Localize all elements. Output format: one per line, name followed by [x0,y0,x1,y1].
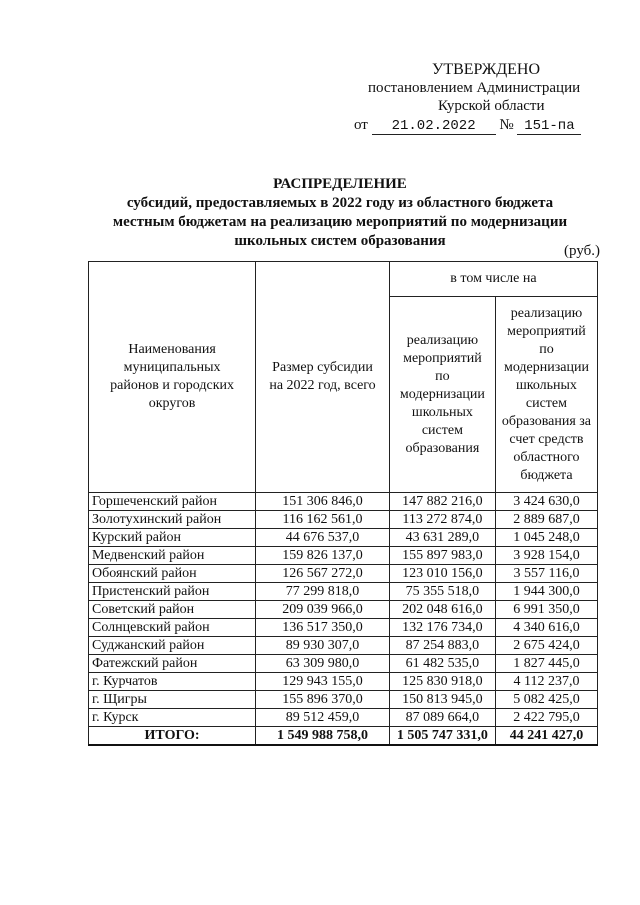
row-col2: 4 340 616,0 [495,619,597,637]
row-col2: 3 557 116,0 [495,565,597,583]
row-name: Горшеченский район [89,493,256,511]
row-name: Медвенский район [89,547,256,565]
row-col1: 123 010 156,0 [389,565,495,583]
unit-label: (руб.) [564,243,600,259]
row-col1: 132 176 734,0 [389,619,495,637]
total-row [89,727,598,746]
subsidy-table [88,261,598,746]
total-col2: 44 241 427,0 [495,727,597,746]
row-total: 44 676 537,0 [256,529,390,547]
document-title [60,175,620,251]
row-col1: 155 897 983,0 [389,547,495,565]
row-col1: 150 813 945,0 [389,691,495,709]
row-total: 89 930 307,0 [256,637,390,655]
row-col2: 2 675 424,0 [495,637,597,655]
title-line-2: местным бюджетам на реализацию мероприятий по модернизации [112,214,568,230]
row-total: 126 567 272,0 [256,565,390,583]
row-total: 77 299 818,0 [256,583,390,601]
table-row [89,511,598,529]
row-name: Советский район [89,601,256,619]
row-name: Фатежский район [89,655,256,673]
row-name: Обоянский район [89,565,256,583]
row-col1: 113 272 874,0 [389,511,495,529]
table-row [89,619,598,637]
row-col2: 1 827 445,0 [495,655,597,673]
table-row [89,529,598,547]
row-name: Золотухинский район [89,511,256,529]
row-col1: 202 048 616,0 [389,601,495,619]
total-label: ИТОГО: [89,727,256,746]
row-col2: 3 424 630,0 [495,493,597,511]
table-row [89,547,598,565]
row-total: 159 826 137,0 [256,547,390,565]
row-col1: 147 882 216,0 [389,493,495,511]
header-sub-2: реализацию мероприятий по модернизации школьных систем образования за счет средств областного бюджета [495,297,597,493]
row-total: 116 162 561,0 [256,511,390,529]
row-col1: 75 355 518,0 [389,583,495,601]
row-total: 209 039 966,0 [256,601,390,619]
row-col2: 1 944 300,0 [495,583,597,601]
header-including: в том числе на [389,262,597,297]
approval-region: Курской области [438,98,545,114]
row-col1: 43 631 289,0 [389,529,495,547]
header-sub-1: реализацию мероприятий по модернизации школьных систем образования [389,297,495,493]
row-col1: 87 089 664,0 [389,709,495,727]
row-col2: 1 045 248,0 [495,529,597,547]
row-col1: 87 254 883,0 [389,637,495,655]
row-name: г. Курчатов [89,673,256,691]
row-name: Курский район [89,529,256,547]
row-col2: 2 889 687,0 [495,511,597,529]
table-row [89,637,598,655]
table-row [89,565,598,583]
date-prefix: от [354,117,368,133]
approval-authority: постановлением Администрации [368,80,581,96]
approval-number: 151-па [517,118,581,135]
row-col1: 125 830 918,0 [389,673,495,691]
title-line-3: школьных систем образования [234,233,446,249]
table-row [89,709,598,727]
approval-title: УТВЕРЖДЕНО [432,61,541,78]
header-name: Наименования муниципальных районов и городских округов [89,262,256,493]
row-total: 129 943 155,0 [256,673,390,691]
approval-date: 21.02.2022 [372,118,496,135]
row-total: 155 896 370,0 [256,691,390,709]
table-row [89,601,598,619]
row-total: 63 309 980,0 [256,655,390,673]
table-row [89,583,598,601]
total-col1: 1 505 747 331,0 [389,727,495,746]
row-total: 151 306 846,0 [256,493,390,511]
number-prefix: № [499,117,514,133]
row-name: г. Курск [89,709,256,727]
row-col2: 4 112 237,0 [495,673,597,691]
table-row [89,691,598,709]
row-name: Пристенский район [89,583,256,601]
row-name: Суджанский район [89,637,256,655]
table-row [89,673,598,691]
row-total: 136 517 350,0 [256,619,390,637]
row-col2: 3 928 154,0 [495,547,597,565]
header-total: Размер субсидии на 2022 год, всего [256,262,390,493]
row-name: Солнцевский район [89,619,256,637]
row-col2: 6 991 350,0 [495,601,597,619]
table-row [89,493,598,511]
row-col2: 5 082 425,0 [495,691,597,709]
title-heading: РАСПРЕДЕЛЕНИЕ [273,176,407,192]
row-col2: 2 422 795,0 [495,709,597,727]
approval-date-line [354,116,581,135]
row-total: 89 512 459,0 [256,709,390,727]
title-line-1: субсидий, предоставляемых в 2022 году из областного бюджета [126,195,554,211]
table-row [89,655,598,673]
table-body [89,493,598,746]
row-col1: 61 482 535,0 [389,655,495,673]
row-name: г. Щигры [89,691,256,709]
total-sum: 1 549 988 758,0 [256,727,390,746]
